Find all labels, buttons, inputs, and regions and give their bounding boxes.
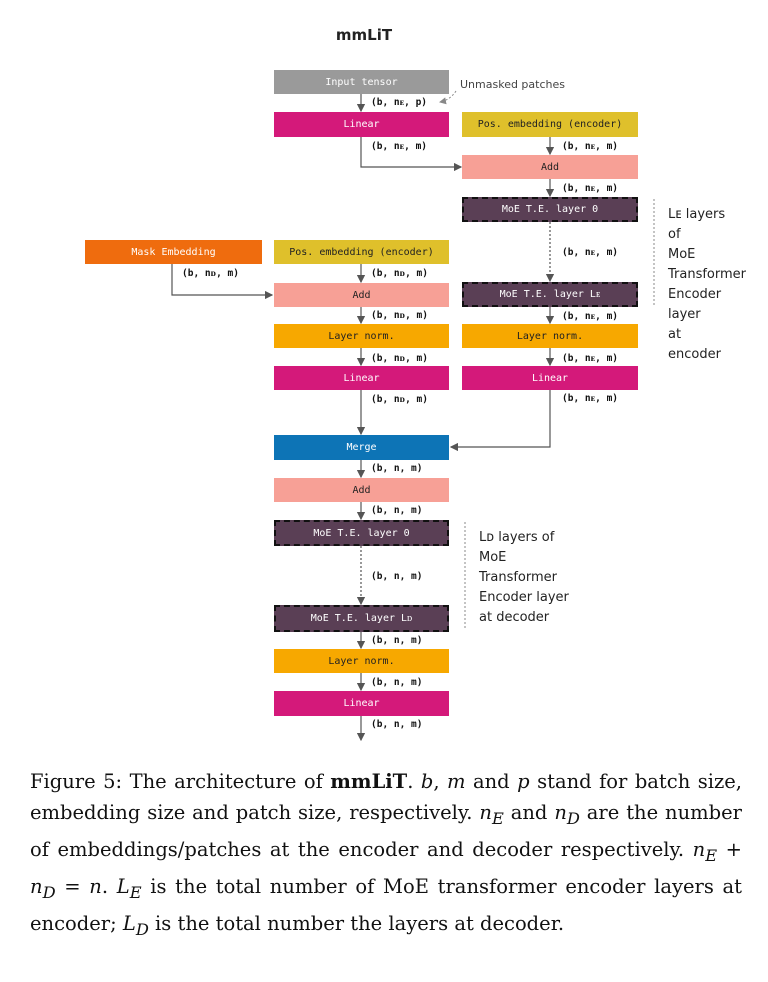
dim-dec-moe-mid: (b, n, m) bbox=[371, 571, 423, 582]
dim-enc-moe-out: (b, nᴇ, m) bbox=[562, 311, 619, 322]
decoder-layer-norm-box: Layer norm. bbox=[274, 324, 449, 348]
decoder-layers-note: Lᴅ layers of MoE Transformer Encoder layer at decoder bbox=[479, 530, 569, 625]
encoder-linear-box: Linear bbox=[462, 366, 638, 390]
mask-embedding-box: Mask Embedding bbox=[85, 240, 262, 264]
encoder-moe-layer-le: MoE T.E. layer Lᴇ bbox=[462, 282, 638, 307]
dim-enc-norm-out: (b, nᴇ, m) bbox=[562, 353, 619, 364]
merge-box: Merge bbox=[274, 435, 449, 460]
figure-caption: Figure 5: The architecture of mmLiT. b, m and p stand for batch size, embedding size and patch size, respectively. $n_E$ and $n_D$ are the number of embeddings/patches at the encoder and decoder respectively. $n_E + n_D = n$. $L_E$ is the total number of MoE transformer encoder layers at encoder; $L_D$ is the total number the layers at decoder. bbox=[30, 770, 742, 939]
linear-box-input: Linear bbox=[274, 112, 449, 137]
dim-enc-add: (b, nᴇ, m) bbox=[562, 183, 619, 194]
pos-embedding-encoder-box: Pos. embedding (encoder) bbox=[462, 112, 638, 137]
dim-dec-pos: (b, nᴅ, m) bbox=[371, 268, 428, 279]
input-tensor-box: Input tensor bbox=[274, 70, 449, 94]
encoder-layer-norm-box: Layer norm. bbox=[462, 324, 638, 348]
decoder-moe-layer-ld: MoE T.E. layer Lᴅ bbox=[274, 605, 449, 632]
dim-mask: (b, nᴅ, m) bbox=[182, 268, 239, 279]
dim-output: (b, n, m) bbox=[371, 719, 423, 730]
dim-dec-norm2: (b, n, m) bbox=[371, 677, 423, 688]
decoder-linear2-box: Linear bbox=[274, 691, 449, 716]
decoder-linear-box: Linear bbox=[274, 366, 449, 390]
pos-embedding-decoder-box: Pos. embedding (encoder) bbox=[274, 240, 449, 264]
dim-input: (b, nᴇ, p) bbox=[371, 97, 428, 108]
dim-dec-norm: (b, nᴅ, m) bbox=[371, 353, 428, 364]
encoder-layers-note: Lᴇ layers of MoE Transformer Encoder layer at encoder bbox=[668, 207, 747, 362]
dim-dec-add: (b, nᴅ, m) bbox=[371, 310, 428, 321]
dim-dec-linear: (b, nᴅ, m) bbox=[371, 394, 428, 405]
encoder-add-box: Add bbox=[462, 155, 638, 179]
encoder-moe-layer-0: MoE T.E. layer 0 bbox=[462, 197, 638, 222]
arrow-enc-to-merge bbox=[451, 390, 550, 447]
decoder-moe-layer-0: MoE T.E. layer 0 bbox=[274, 520, 449, 546]
diagram-title: mmLiT bbox=[335, 26, 393, 44]
decoder-add-box: Add bbox=[274, 283, 449, 307]
decoder-layer-norm2-box: Layer norm. bbox=[274, 649, 449, 673]
caption-figure-label: Figure 5: bbox=[30, 770, 123, 793]
unmasked-patches-note: Unmasked patches bbox=[460, 78, 565, 91]
dim-enc-pos: (b, nᴇ, m) bbox=[562, 141, 619, 152]
dim-linear-out: (b, nᴇ, m) bbox=[371, 141, 428, 152]
dim-enc-moe-mid: (b, nᴇ, m) bbox=[562, 247, 619, 258]
decoder-add2-box: Add bbox=[274, 478, 449, 502]
dim-merge: (b, n, m) bbox=[371, 463, 423, 474]
dim-dec-moe-out: (b, n, m) bbox=[371, 635, 423, 646]
dim-enc-linear-out: (b, nᴇ, m) bbox=[562, 393, 619, 404]
caption-model-name: mmLiT bbox=[330, 770, 408, 793]
dim-dec-add2: (b, n, m) bbox=[371, 505, 423, 516]
